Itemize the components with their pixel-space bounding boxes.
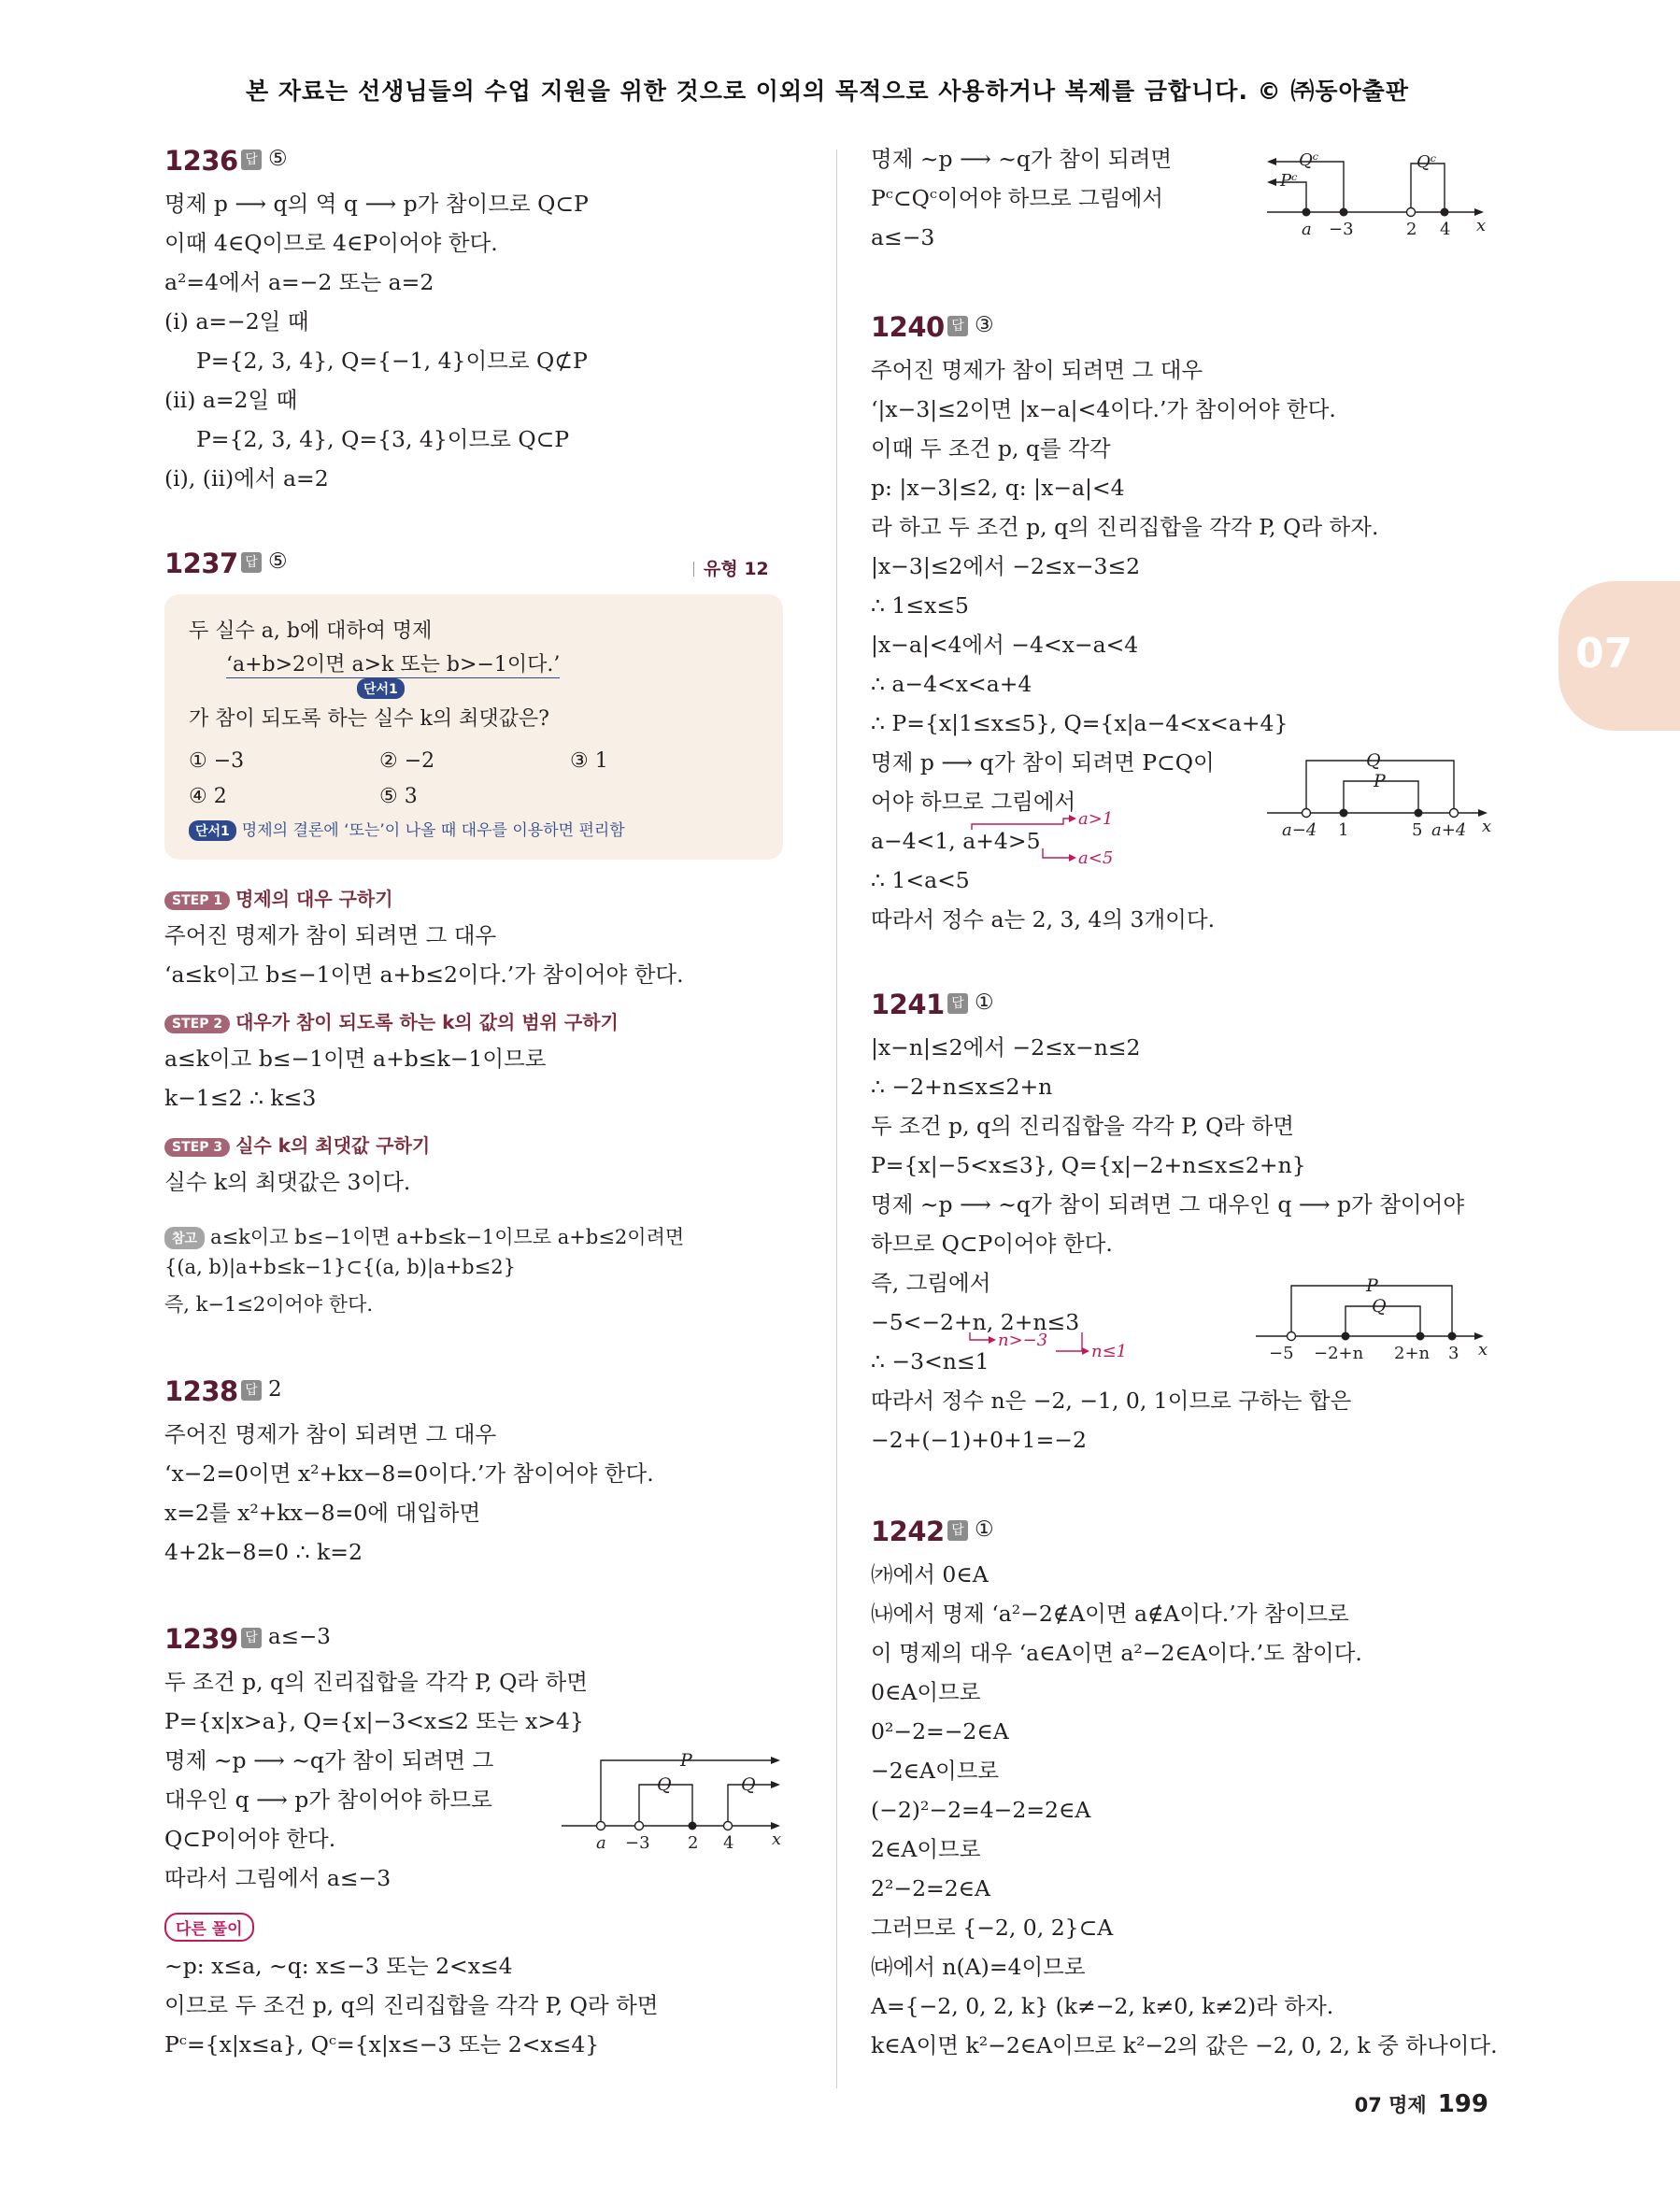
answer: 답 ③ (947, 313, 994, 337)
tick-label: a (1302, 220, 1312, 239)
hint-marker: 단서1 (357, 678, 410, 699)
text-line: Q⊂P이어야 한다. (164, 1826, 336, 1852)
annotation-note: a>1 (1078, 809, 1114, 829)
answer-badge-icon: 답 (947, 993, 968, 1014)
type-tag: 유형 12 (693, 555, 769, 580)
text-line: ∴ 1≤x≤5 (871, 592, 969, 619)
column-divider (836, 150, 837, 2088)
tick-label: −3 (1329, 220, 1354, 239)
text-line: a²=4에서 a=−2 또는 a=2 (164, 269, 434, 295)
text-line: 명제 p ⟶ q의 역 q ⟶ p가 참이므로 Q⊂P (164, 191, 589, 217)
number-line-figure-1241 (1252, 1273, 1504, 1366)
answer-badge-icon: 답 (241, 150, 262, 170)
text-line: ㈏에서 명제 ‘a²−2∉A이면 a∉A이다.’가 참이므로 (871, 1601, 1349, 1627)
text-line: (ⅱ) a=2일 때 (164, 387, 298, 413)
tick-label: 1 (1338, 820, 1349, 840)
question-line: 두 실수 a, b에 대하여 명제 (189, 619, 433, 643)
problem-number: 1237 (164, 548, 238, 579)
point-minus5 (1288, 1332, 1296, 1341)
point-3 (1448, 1332, 1457, 1341)
set-label-Q: Q (741, 1774, 756, 1795)
text-line: (ⅰ) a=−2일 때 (164, 308, 309, 335)
answer: 답 ⑤ (241, 147, 288, 171)
text-line: 4+2k−8=0 ∴ k=2 (164, 1539, 363, 1565)
question-box (164, 594, 783, 860)
problem-number: 1236 (164, 145, 238, 177)
text-line: P={2, 3, 4}, Q={−1, 4}이므로 Q⊄P (196, 348, 588, 374)
annotation-note: n>−3 (998, 1331, 1048, 1350)
point-2 (689, 1822, 697, 1830)
set-label-Q: Q (1366, 750, 1381, 771)
axis-label: x (1478, 1340, 1488, 1360)
text-line: 이 명제의 대우 ‘a∈A이면 a²−2∈A이다.’도 참이다. (871, 1640, 1362, 1666)
text-line: Pᶜ⊂Qᶜ이어야 하므로 그림에서 (871, 185, 1163, 211)
answer-badge-icon: 답 (947, 316, 968, 336)
chapter-side-tab (1559, 581, 1680, 731)
point-5 (1415, 809, 1423, 818)
text-line: 하므로 Q⊂P이어야 한다. (871, 1231, 1113, 1257)
text-line: ‘a≤k이고 b≤−1이면 a+b≤2이다.’가 참이어야 한다. (164, 961, 684, 988)
tick-label: 4 (1440, 220, 1451, 239)
text-line: ‘|x−3|≤2이면 |x−a|<4이다.’가 참이어야 한다. (871, 396, 1336, 422)
text-line: P={2, 3, 4}, Q={3, 4}이므로 Q⊂P (196, 426, 570, 452)
text-line: |x−n|≤2에서 −2≤x−n≤2 (871, 1034, 1141, 1061)
text-line: −2∈A이므로 (871, 1758, 1000, 1784)
choice-1[interactable]: ① −3 (189, 749, 245, 773)
alternative-solution-label: 다른 풀이 (164, 1913, 254, 1942)
text-line: 이때 4∈Q이므로 4∈P이어야 한다. (164, 230, 498, 256)
set-label-Pc: Pᶜ (1280, 171, 1298, 191)
text-line: (ⅰ), (ⅱ)에서 a=2 (164, 465, 329, 491)
text-line: 라 하고 두 조건 p, q의 진리집합을 각각 P, Q라 하자. (871, 514, 1379, 540)
text-line: 따라서 정수 a는 2, 3, 4의 3개이다. (871, 906, 1216, 933)
text-line: 0²−2=−2∈A (871, 1718, 1009, 1744)
text-line: 주어진 명제가 참이 되려면 그 대우 (871, 357, 1203, 383)
text-line: 0∈A이므로 (871, 1679, 981, 1705)
text-line: ∴ −3<n≤1 (871, 1348, 989, 1374)
set-label-Q: Q (657, 1774, 672, 1795)
text-line: a≤−3 (871, 224, 935, 250)
text-line: 주어진 명제가 참이 되려면 그 대우 (164, 922, 497, 948)
choice-4[interactable]: ④ 2 (189, 785, 227, 808)
point-4 (724, 1822, 733, 1830)
text-line: −2+(−1)+0+1=−2 (871, 1427, 1087, 1453)
text-line: ~p: x≤a, ~q: x≤−3 또는 2<x≤4 (164, 1953, 513, 1979)
point-minus3 (1340, 208, 1348, 217)
number-line-figure-1239 (556, 1744, 790, 1853)
chapter-number: 07 (1575, 630, 1633, 677)
text-line: ‘x−2=0이면 x²+kx−8=0이다.’가 참이어야 한다. (164, 1460, 654, 1487)
text-line: a−4<1, a+4>5 (871, 828, 1041, 854)
answer-badge-icon: 답 (241, 1380, 262, 1401)
text-line: 2∈A이므로 (871, 1836, 981, 1862)
text-line: ∴ a−4<x<a+4 (871, 671, 1032, 697)
text-line: 즉, 그림에서 (871, 1270, 991, 1296)
text-line: 명제 ~p ⟶ ~q가 참이 되려면 그 (164, 1747, 494, 1773)
set-label-Q: Q (1372, 1296, 1387, 1317)
point-4 (1441, 208, 1449, 217)
text-line: 주어진 명제가 참이 되려면 그 대우 (164, 1421, 497, 1447)
set-label-P: P (1366, 1275, 1378, 1296)
text-line: (−2)²−2=4−2=2∈A (871, 1797, 1091, 1823)
step-1-heading: STEP 1 명제의 대우 구하기 (164, 884, 393, 911)
text-line: 명제 ~p ⟶ ~q가 참이 되려면 그 대우인 q ⟶ p가 참이어야 (871, 1191, 1465, 1217)
text-line: 실수 k의 최댓값은 3이다. (164, 1169, 411, 1195)
point-2 (1407, 208, 1416, 217)
tick-label: 2 (1406, 220, 1417, 239)
tick-label: 4 (723, 1833, 734, 1853)
page-number: 199 (1437, 2090, 1488, 2118)
reference-note: 참고 a≤k이고 b≤−1이면 a+b≤k−1이므로 a+b≤2이려면 (164, 1222, 684, 1250)
text-line: 2²−2=2∈A (871, 1875, 991, 1901)
step-2-heading: STEP 2 대우가 참이 되도록 하는 k의 값의 범위 구하기 (164, 1007, 619, 1034)
answer: 답 ① (947, 990, 994, 1015)
tick-label: −5 (1269, 1344, 1294, 1363)
number-line-figure-1239-complement (1261, 145, 1504, 242)
text-line: ㈐에서 n(A)=4이므로 (871, 1954, 1086, 1980)
answer-badge-icon: 답 (947, 1520, 968, 1541)
set-label-Qc: Qᶜ (1417, 152, 1437, 172)
answer: 답 a≤−3 (241, 1625, 331, 1649)
text-line: ∴ −2+n≤x≤2+n (871, 1074, 1053, 1100)
choice-5[interactable]: ⑤ 3 (379, 785, 418, 808)
text-line: −5<−2+n, 2+n≤3 (871, 1309, 1080, 1335)
point-minus2-plus-n (1342, 1332, 1350, 1341)
hint-note: 단서1 명제의 결론에 ‘또는’이 나올 때 대우를 이용하면 편리함 (189, 817, 625, 841)
question-line: 가 참이 되도록 하는 실수 k의 최댓값은? (189, 707, 549, 731)
point-1 (1340, 809, 1348, 818)
text-line: 어야 하므로 그림에서 (871, 789, 1076, 815)
answer-badge-icon: 답 (241, 1628, 262, 1648)
text-line: k∈A이면 k²−2∈A이므로 k²−2의 값은 −2, 0, 2, k 중 하나이다. (871, 2032, 1498, 2058)
point-a (1303, 208, 1311, 217)
point-a (597, 1822, 605, 1830)
answer-badge-icon: 답 (241, 552, 262, 573)
answer: 답 ⑤ (241, 549, 288, 574)
section-label: 07 명제 (1354, 2094, 1427, 2116)
text-line: ㈎에서 0∈A (871, 1561, 989, 1588)
text-line: Pᶜ={x|x≤a}, Qᶜ={x|x≤−3 또는 2<x≤4} (164, 2031, 600, 2057)
step-3-heading: STEP 3 실수 k의 최댓값 구하기 (164, 1131, 430, 1158)
point-a-plus-4 (1450, 809, 1459, 818)
text-line: 이때 두 조건 p, q를 각각 (871, 435, 1111, 462)
tick-label: a (596, 1833, 606, 1853)
text-line: a≤k이고 b≤−1이면 a+b≤k−1이므로 (164, 1046, 547, 1072)
choice-3[interactable]: ③ 1 (570, 749, 608, 773)
reference-line: 즉, k−1≤2이어야 한다. (164, 1293, 374, 1316)
choice-2[interactable]: ② −2 (379, 749, 435, 773)
tick-label: −2+n (1314, 1344, 1364, 1363)
text-line: 대우인 q ⟶ p가 참이어야 하므로 (164, 1787, 492, 1813)
tick-label: 2+n (1394, 1344, 1431, 1363)
text-line: P={x|−5<x≤3}, Q={x|−2+n≤x≤2+n} (871, 1152, 1306, 1178)
annotation-note: n≤1 (1091, 1342, 1128, 1361)
annotation-arrows-1240 (953, 804, 1121, 873)
text-line: 그러므로 {−2, 0, 2}⊂A (871, 1915, 1114, 1941)
text-line: 두 조건 p, q의 진리집합을 각각 P, Q라 하면 (164, 1669, 588, 1695)
problem-number: 1238 (164, 1375, 238, 1407)
point-2-plus-n (1417, 1332, 1425, 1341)
text-line: 이므로 두 조건 p, q의 진리집합을 각각 P, Q라 하면 (164, 1992, 659, 2018)
tick-label: a−4 (1282, 820, 1317, 840)
point-minus3 (635, 1822, 644, 1830)
text-line: 두 조건 p, q의 진리집합을 각각 P, Q라 하면 (871, 1113, 1294, 1139)
question-line: ‘a+b>2이면 a>k 또는 b>−1이다.’ (226, 648, 560, 678)
axis-label: x (1476, 216, 1487, 235)
tick-label: 5 (1412, 820, 1423, 840)
axis-label: x (772, 1830, 782, 1849)
tick-label: a+4 (1431, 820, 1467, 840)
text-line: 명제 ~p ⟶ ~q가 참이 되려면 (871, 146, 1173, 172)
point-a-minus-4 (1303, 809, 1311, 818)
set-label-Qc: Qᶜ (1299, 150, 1319, 170)
page-footer (1355, 2090, 1488, 2118)
text-line: ∴ P={x|1≤x≤5}, Q={x|a−4<x<a+4} (871, 710, 1288, 736)
annotation-note: a<5 (1078, 848, 1114, 868)
text-line: 따라서 정수 n은 −2, −1, 0, 1이므로 구하는 합은 (871, 1388, 1352, 1414)
text-line: |x−3|≤2에서 −2≤x−3≤2 (871, 553, 1141, 579)
answer: 답 2 (241, 1377, 282, 1402)
problem-number: 1240 (871, 311, 945, 343)
text-line: |x−a|<4에서 −4<x−a<4 (871, 632, 1139, 658)
text-line: x=2를 x²+kx−8=0에 대입하면 (164, 1500, 481, 1526)
problem-number: 1239 (164, 1623, 238, 1655)
answer: 답 ① (947, 1517, 994, 1542)
annotation-arrows-1241 (925, 1327, 1149, 1364)
reference-line: {(a, b)|a+b≤k−1}⊂{(a, b)|a+b≤2} (164, 1256, 516, 1278)
text-line: 명제 p ⟶ q가 참이 되려면 P⊂Q이 (871, 749, 1215, 776)
set-label-P: P (680, 1750, 692, 1771)
text-line: ∴ 1<a<5 (871, 867, 970, 893)
text-line: A={−2, 0, 2, k} (k≠−2, k≠0, k≠2)라 하자. (871, 1993, 1334, 2019)
text-line: P={x|x>a}, Q={x|−3<x≤2 또는 x>4} (164, 1708, 584, 1734)
text-line: p: |x−3|≤2, q: |x−a|<4 (871, 475, 1125, 501)
problem-number: 1241 (871, 989, 945, 1020)
copyright-notice: 본 자료는 선생님들의 수업 지원을 위한 것으로 이외의 목적으로 사용하거나 복제를 금합니다. © ㈜동아출판 (246, 78, 1409, 105)
tick-label: 3 (1448, 1344, 1459, 1363)
axis-label: x (1482, 817, 1492, 836)
text-line: 따라서 그림에서 a≤−3 (164, 1865, 392, 1891)
number-line-figure-1240 (1261, 748, 1504, 841)
set-label-P: P (1374, 771, 1386, 791)
tick-label: 2 (688, 1833, 699, 1853)
problem-number: 1242 (871, 1516, 945, 1547)
tick-label: −3 (625, 1833, 650, 1853)
text-line: k−1≤2 ∴ k≤3 (164, 1085, 317, 1111)
